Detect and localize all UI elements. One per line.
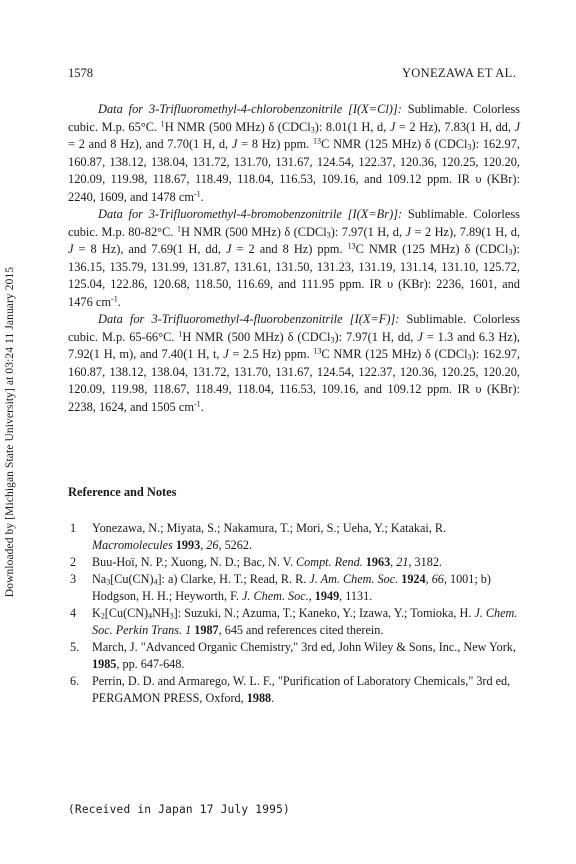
references-heading: Reference and Notes (68, 485, 177, 499)
received-date: (Received in Japan 17 July 1995) (68, 803, 290, 816)
reference-item (68, 554, 523, 571)
compound-title: Data for 3-Trifluoromethyl-4-bromobenzonitrile [I(X=Br)]: (98, 207, 403, 221)
reference-number: 4 (70, 606, 77, 621)
download-watermark: Downloaded by [Michigan State University] at 03:24 11 January 2015 (4, 266, 16, 598)
compound-data-paragraph (68, 101, 520, 206)
reference-text: Yonezawa, N.; Miyata, S.; Nakamura, T.; Mori, S.; Ueha, Y.; Katakai, R. Macromolecules 1993, 26, 5262. (92, 521, 447, 552)
running-head: YONEZAWA ET AL. (401, 66, 516, 80)
compound-data-paragraph (68, 311, 520, 416)
compound-data-section (68, 101, 520, 416)
reference-item (68, 639, 523, 672)
compound-data-text: Sublimable. Colorless cubic. M.p. 80-82°C. $^1$H NMR (500 MHz) δ (CDCl$_3$): 7.97(1 H, d, J = 2 Hz), 7.89(1 H, d, J = 8 Hz), and 7.69(1 H, dd, J = 2 and 8 Hz) ppm. $^{13}$C NMR (125 MHz) δ (CDCl$_3$): 136.15, 135.79, 131.99, 131.87, 131.61, 131.50, 131.23, 131.19, 131.14, 131.10, 125.72, 125.04, 122.86, 120.68, 118.50, 116.69, and 111.95 ppm. IR υ (KBr): 2236, 1601, and 1476 $cm^{-1}$. (68, 207, 521, 309)
reference-item (68, 673, 523, 706)
reference-item (68, 571, 523, 604)
compound-data-paragraph (68, 206, 520, 311)
page-number: 1578 (68, 66, 93, 80)
reference-text: March, J. "Advanced Organic Chemistry," 3rd ed, John Wiley & Sons, Inc., New York, 1985, pp. 647-648. (92, 640, 516, 671)
reference-text: Buu-Hoï, N. P.; Xuong, N. D.; Bac, N. V. Compt. Rend. 1963, 21, 3182. (92, 554, 442, 569)
reference-item (68, 605, 523, 638)
compound-data-text: Sublimable. Colorless cubic. M.p. 65-66°C. $^1$H NMR (500 MHz) δ (CDCl$_3$): 7.97(1 H, dd, J = 1.3 and 6.3 Hz), 7.92(1 H, m), and 7.40(1 H, t, J = 2.5 Hz) ppm. $^{13}$C NMR (125 MHz) δ (CDCl$_3$): 162.97, 160.87, 138.12, 138.04, 131.72, 131.70, 131.67, 124.54, 122.37, 120.36, 120.25, 120.20, 120.09, 119.98, 118.67, 118.49, 118.04, 116.53, 109.16, and 109.12 ppm. IR υ (KBr): 2238, 1624, and 1505 $cm^{-1}$. (68, 312, 521, 414)
reference-number: 2 (70, 554, 77, 569)
compound-title: Data for 3-Trifluoromethyl-4-fluorobenzonitrile [I(X=F)]: (98, 312, 400, 326)
reference-item (68, 520, 523, 553)
reference-number: 5. (70, 640, 80, 655)
reference-text: $K_2[Cu(CN)_4NH_3]$: Suzuki, N.; Azuma, T.; Kaneko, Y.; Izawa, Y.; Tomioka, H. J. Chem. Soc. Perkin Trans. 1 1987, 645 and references cited therein. (92, 606, 518, 637)
reference-number: 1 (70, 521, 77, 535)
reference-text: Perrin, D. D. and Armarego, W. L. F., "Purification of Laboratory Chemicals," 3rd ed, PERGAMON PRESS, Oxford, 1988. (92, 674, 511, 705)
reference-number: 3 (70, 572, 77, 587)
compound-data-text: Sublimable. Colorless cubic. M.p. 65°C. $^1$H NMR (500 MHz) δ (CDCl$_3$): 8.01(1 H, d, J = 2 Hz), 7.83(1 H, dd, J = 2 and 8 Hz), and 7.70(1 H, d, J = 8 Hz) ppm. $^{13}$C NMR (125 MHz) δ (CDCl$_3$): 162.97, 160.87, 138.12, 138.04, 131.72, 131.70, 131.67, 124.54, 122.37, 120.36, 120.25, 120.20, 120.09, 119.98, 118.67, 118.49, 118.04, 116.53, 109.16, and 109.12 ppm. IR υ (KBr): 2240, 1609, and 1478 $cm^{-1}$. (68, 102, 521, 204)
references-list (68, 520, 523, 707)
reference-text: $Na_3[Cu(CN)_4]$: a) Clarke, H. T.; Read, R. R. J. Am. Chem. Soc. 1924, 66, 1001; b) Hodgson, H. H.; Heyworth, F. J. Chem. Soc., 1949, 1131. (92, 572, 491, 603)
reference-number: 6. (70, 674, 80, 689)
compound-title: Data for 3-Trifluoromethyl-4-chlorobenzonitrile [I(X=Cl)]: (98, 102, 402, 116)
